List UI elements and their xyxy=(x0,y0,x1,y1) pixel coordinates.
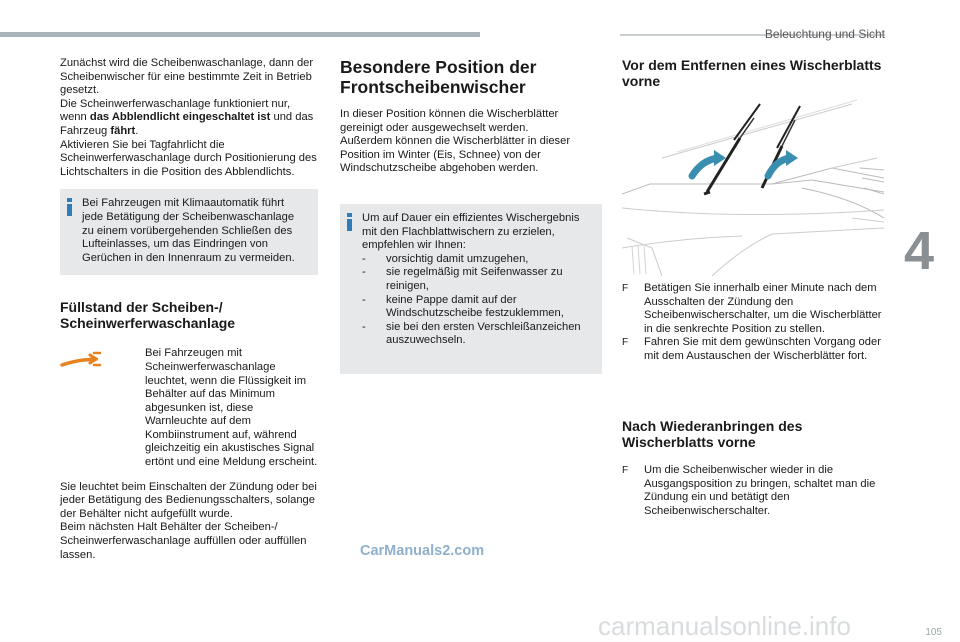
list-item: F Betätigen Sie innerhalb einer Minute nach dem Ausschalten der Zündung den Scheibenwischerschalter, um die Wischerblätter in die senkrechte Position zu stellen. xyxy=(622,282,882,335)
heading-fluid-level: Füllstand der Scheiben-/ Scheinwerferwaschanlage xyxy=(60,299,236,332)
list-item: - vorsichtig damit umzugehen, xyxy=(362,252,529,265)
section-title: Beleuchtung und Sicht xyxy=(764,27,885,41)
steps-before-removal xyxy=(622,282,884,364)
washer-warning-icon xyxy=(60,347,145,367)
outro-paragraph-1: Sie leuchtet beim Einschalten der Zündung oder bei jeder Betätigung des Bedienungsschalters, solange der Behälter nicht aufgefüllt wurde. xyxy=(60,480,317,520)
info-icon xyxy=(67,198,72,216)
info-text: Bei Fahrzeugen mit Klimaautomatik führt jede Betätigung der Scheibenwaschanlage zu einem vorübergehenden Schließen des Lufteinlasses, um das Eindringen von Gerüchen in den Innenraum zu vermeiden. xyxy=(82,197,295,264)
heading-before-removal: Vor dem Entfernen eines Wischerblatts vorne xyxy=(622,57,882,89)
after-refit-section xyxy=(622,418,884,518)
info-intro: Um auf Dauer ein effizientes Wischergebnis mit den Flachblattwischern zu erzielen, empfehlen wir Ihnen: xyxy=(362,211,580,252)
column-middle xyxy=(340,57,602,374)
chapter-number: 4 xyxy=(904,221,935,281)
page-number: 105 xyxy=(925,627,942,638)
heading-after-refit: Nach Wiederanbringen des Wischerblatts vorne xyxy=(622,418,803,450)
wiper-illustration xyxy=(622,98,884,276)
info-icon xyxy=(347,213,352,231)
column-right xyxy=(622,57,884,89)
header-bar xyxy=(0,32,480,37)
list-item: - sie regelmäßig mit Seifenwasser zu reinigen, xyxy=(362,266,563,292)
intro-paragraph: Zunächst wird die Scheibenwaschanlage, dann der Scheibenwischer für eine bestimmte Zeit in Betrieb gesetzt. Die Scheinwerferwaschanlage funktioniert nur, wenn das Abblendlicht eingeschaltet ist und das Fahrzeug fährt. Aktivieren Sie bei Tagfahrlicht die Scheinwerferwaschanlage durch Positionierung des Lichtschalters in die Position des Abblendlichts. xyxy=(60,57,317,178)
info-box-climate xyxy=(60,189,318,275)
list-item: F Um die Scheibenwischer wieder in die Ausgangsposition zu bringen, schaltet man die Zündung ein und betätigt den Scheibenwischerschalter. xyxy=(622,464,876,517)
special-para-1: In dieser Position können die Wischerblätter gereinigt oder ausgewechselt werden. xyxy=(340,108,559,134)
list-item: F Fahren Sie mit dem gewünschten Vorgang oder mit dem Austauschen der Wischerblätter fort. xyxy=(622,336,881,362)
list-item: - keine Pappe damit auf der Windschutzscheibe festzuklemmen, xyxy=(362,293,564,320)
warning-text: Bei Fahrzeugen mit Scheinwerferwaschanlage leuchtet, wenn die Flüssigkeit im Behälter auf das Minimum abgesunken ist, diese Warnleuchte auf dem Kombiinstrument auf, während gleichzeitig ein akustisches Signal ertönt und eine Meldung erscheint. xyxy=(145,347,318,469)
outro-paragraph-2: Beim nächsten Halt Behälter der Scheiben-/ Scheinwerferwaschanlage auffüllen oder auffüllen lassen. xyxy=(60,521,307,561)
site-watermark: carmanualsonline.info xyxy=(598,611,851,641)
heading-special-position: Besondere Position der Frontscheibenwischer xyxy=(340,57,537,97)
info-box-wipers xyxy=(340,204,602,374)
column-left xyxy=(60,57,318,562)
list-item: - sie bei den ersten Verschleißanzeichen auszuwechseln. xyxy=(362,320,581,347)
source-watermark[interactable]: CarManuals2.com xyxy=(360,543,485,559)
warning-row xyxy=(60,347,318,469)
special-para-2: Außerdem können die Wischerblätter in dieser Position im Winter (Eis, Schnee) von der Windschutzscheibe abgehoben werden. xyxy=(340,135,571,175)
